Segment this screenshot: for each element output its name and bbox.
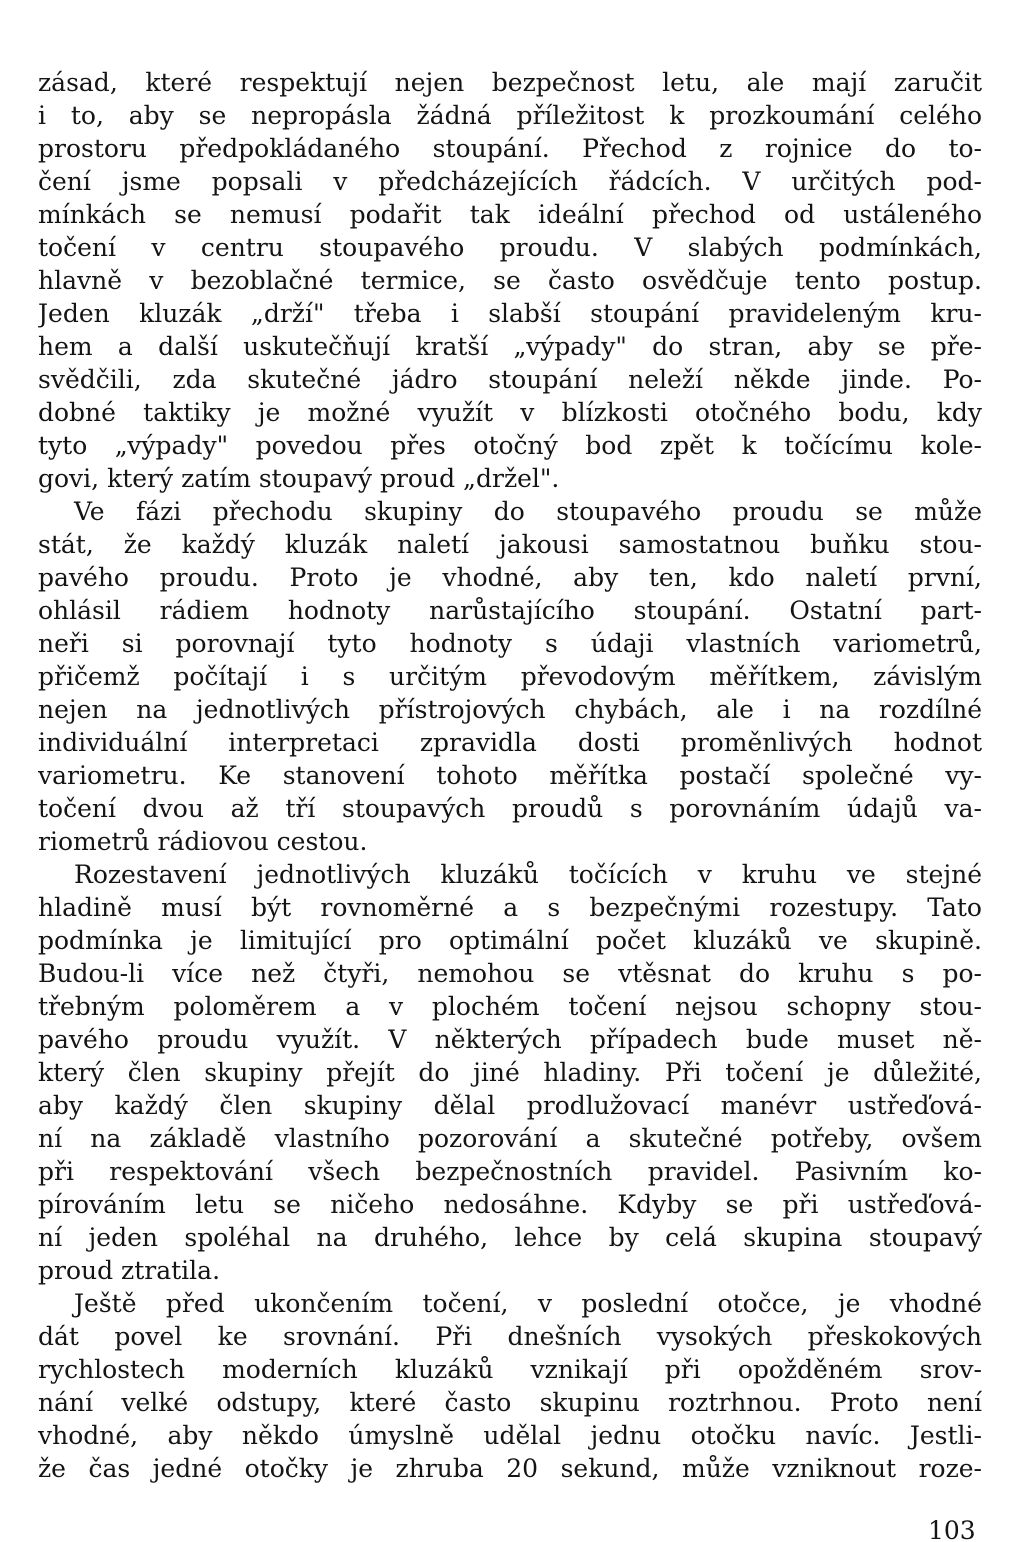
text-line: třebným poloměrem a v plochém točení nejsou schopny stou- [38,992,982,1021]
text-line: nání velké odstupy, které často skupinu roztrhnou. Proto není [38,1388,982,1417]
text-line: pírováním letu se ničeho nedosáhne. Kdyby se při ustřeďová- [38,1190,982,1219]
text-line: ní jeden spoléhal na druhého, lehce by celá skupina stoupavý [38,1223,982,1252]
page-number: 103 [928,1518,976,1542]
text-line: neři si porovnají tyto hodnoty s údaji vlastních variometrů, [38,629,982,658]
paragraph-4 [38,1287,982,1485]
text-line: pavého proudu využít. V některých případech bude muset ně- [38,1025,982,1054]
page-text [38,66,982,1485]
text-line: rychlostech moderních kluzáků vznikají při opožděném srov- [38,1355,982,1384]
text-line: Budou-li více než čtyři, nemohou se vtěsnat do kruhu s po- [38,959,982,988]
text-line: nejen na jednotlivých přístrojových chybách, ale i na rozdílné [38,695,982,724]
text-line: prostoru předpokládaného stoupání. Přechod z rojnice do to- [38,134,982,163]
text-line: vhodné, aby někdo úmyslně udělal jednu otočku navíc. Jestli- [38,1421,982,1450]
text-line: podmínka je limitující pro optimální počet kluzáků ve skupině. [38,926,982,955]
text-line: dobné taktiky je možné využít v blízkosti otočného bodu, kdy [38,398,982,427]
text-line: riometrů rádiovou cestou. [38,827,368,856]
text-line: který člen skupiny přejít do jiné hladiny. Při točení je důležité, [38,1058,982,1087]
text-line: dát povel ke srovnání. Při dnešních vysokých přeskokových [38,1322,982,1351]
text-line: i to, aby se nepropásla žádná příležitost k prozkoumání celého [38,101,982,130]
text-line: Ve fázi přechodu skupiny do stoupavého proudu se může [74,497,982,526]
text-line: hlavně v bezoblačné termice, se často osvědčuje tento postup. [38,266,982,295]
text-line: zásad, které respektují nejen bezpečnost letu, ale mají zaručit [38,68,982,97]
text-line: hem a další uskutečňují kratší „výpady" do stran, aby se pře- [38,332,982,361]
text-line: točení dvou až tří stoupavých proudů s porovnáním údajů va- [38,794,982,823]
paragraph-1 [38,66,982,495]
text-line: govi, který zatím stoupavý proud „držel". [38,464,560,493]
text-line: ohlásil rádiem hodnoty narůstajícího stoupání. Ostatní part- [38,596,982,625]
text-line: že čas jedné otočky je zhruba 20 sekund, může vzniknout roze- [38,1454,982,1483]
text-line: mínkách se nemusí podařit tak ideální přechod od ustáleného [38,200,982,229]
text-line: stát, že každý kluzák naletí jakousi samostatnou buňku stou- [38,530,982,559]
text-line: proud ztratila. [38,1256,221,1285]
text-line: přičemž počítají i s určitým převodovým měřítkem, závislým [38,662,982,691]
text-line: Ještě před ukončením točení, v poslední otočce, je vhodné [74,1289,982,1318]
text-line: čení jsme popsali v předcházejících řádcích. V určitých pod- [38,167,982,196]
text-line: ní na základě vlastního pozorování a skutečné potřeby, ovšem [38,1124,982,1153]
paragraph-3 [38,858,982,1287]
text-line: hladině musí být rovnoměrné a s bezpečnými rozestupy. Tato [38,893,982,922]
text-line: Rozestavení jednotlivých kluzáků točících v kruhu ve stejné [74,860,982,889]
text-line: svědčili, zda skutečné jádro stoupání neleží někde jinde. Po- [38,365,982,394]
paragraph-2 [38,495,982,858]
text-line: Jeden kluzák „drží" třeba i slabší stoupání pravideleným kru- [38,299,982,328]
text-line: individuální interpretaci zpravidla dosti proměnlivých hodnot [38,728,982,757]
text-line: variometru. Ke stanovení tohoto měřítka postačí společné vy- [38,761,982,790]
text-line: tyto „výpady" povedou přes otočný bod zpět k točícímu kole- [38,431,982,460]
text-line: aby každý člen skupiny dělal prodlužovací manévr ustřeďová- [38,1091,982,1120]
text-line: točení v centru stoupavého proudu. V slabých podmínkách, [38,233,982,262]
text-line: při respektování všech bezpečnostních pravidel. Pasivním ko- [38,1157,982,1186]
text-line: pavého proudu. Proto je vhodné, aby ten, kdo naletí první, [38,563,982,592]
